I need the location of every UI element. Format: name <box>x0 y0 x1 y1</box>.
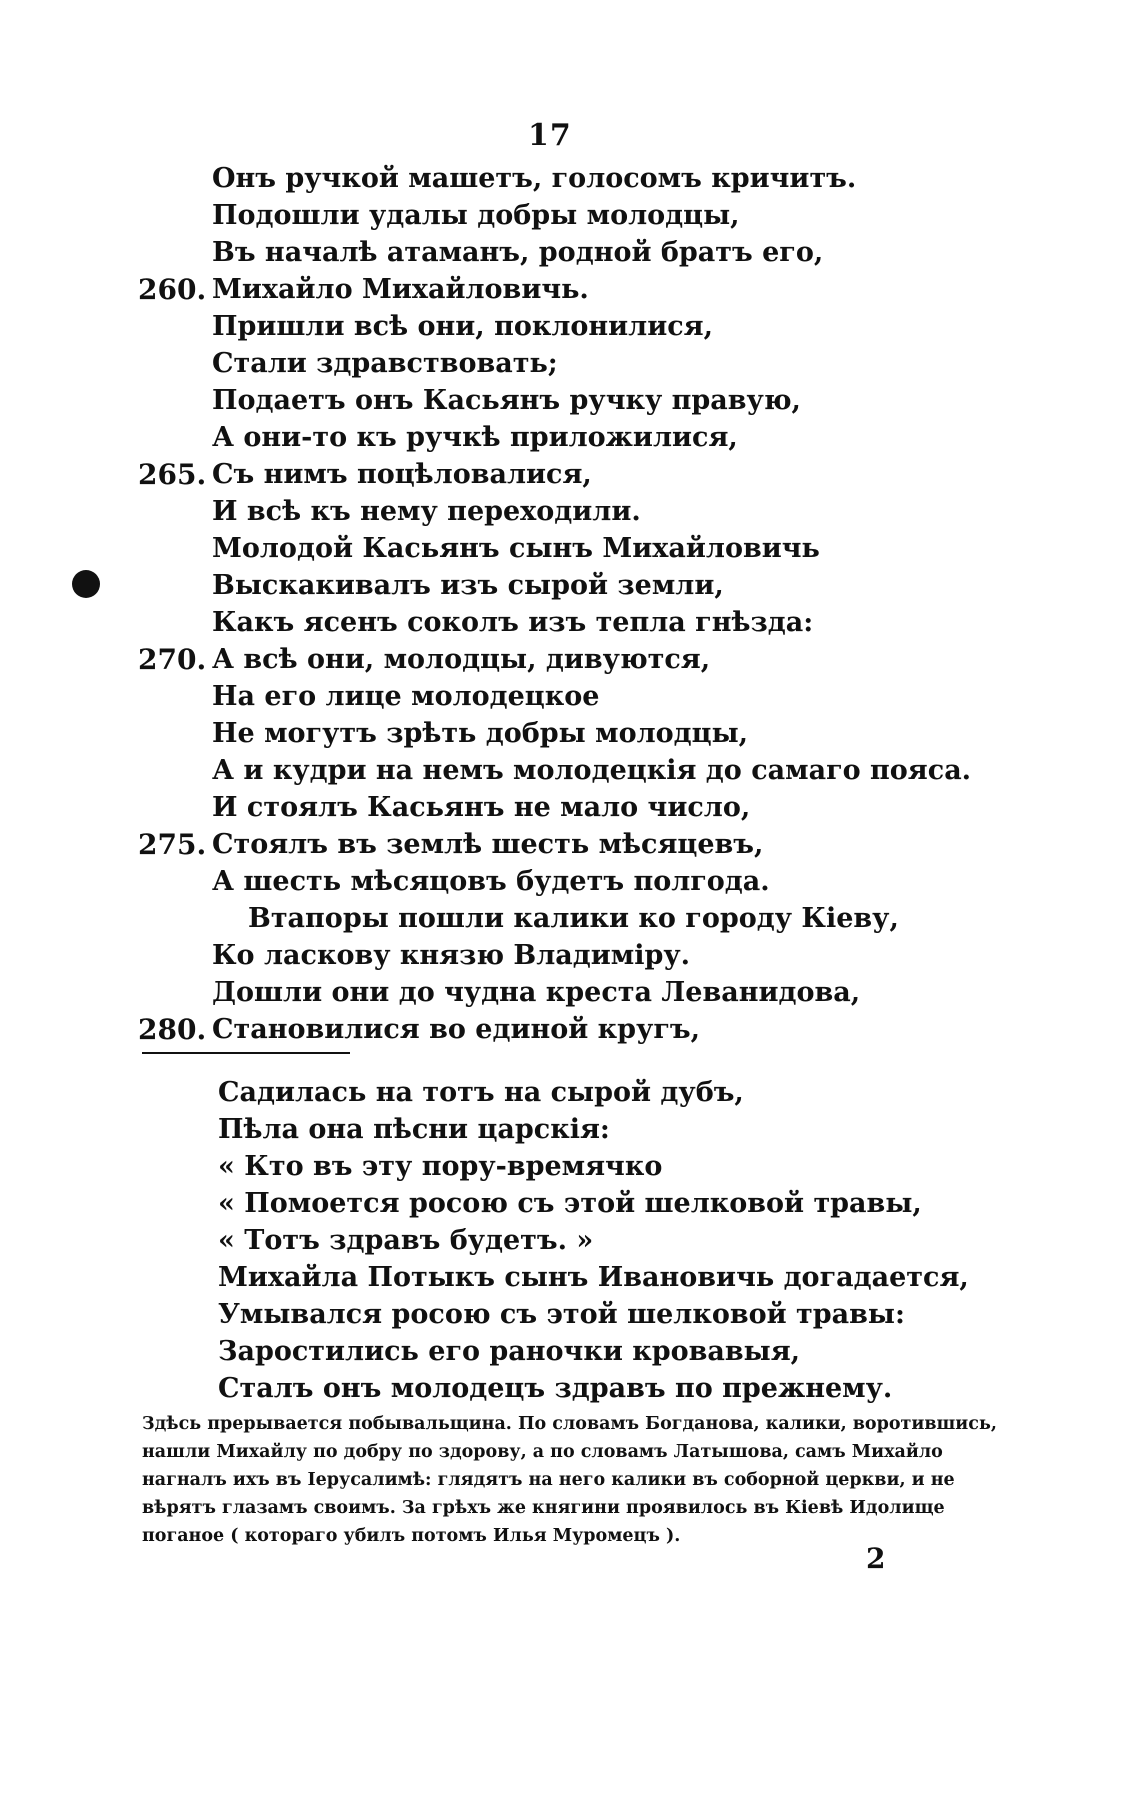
verse-text: Стоялъ въ землѣ шесть мѣсяцевъ, <box>212 829 764 860</box>
verse-text: Втапоры пошли калики ко городу Кіеву, <box>248 903 899 934</box>
verse-line <box>0 974 1140 1011</box>
verse-line <box>0 900 1140 937</box>
verse-line <box>0 382 1140 419</box>
verse-line <box>0 752 1140 789</box>
footnote-line: Здѣсь прерывается побывальщина. По словамъ Богданова, калики, воротившись, <box>142 1414 997 1434</box>
verse-block <box>0 160 1140 1048</box>
page-number: 17 <box>528 118 572 153</box>
verse-line <box>0 604 1140 641</box>
verse-text: Пришли всѣ они, поклонилися, <box>212 311 714 342</box>
footnote <box>142 1410 997 1550</box>
excerpt-line <box>0 1111 1140 1148</box>
verse-line <box>0 493 1140 530</box>
footnote-line: вѣрятъ глазамъ своимъ. За грѣхъ же княгини проявилось въ Кіевѣ Идолище <box>142 1498 945 1518</box>
divider-line <box>142 1052 350 1054</box>
excerpt-line <box>0 1222 1140 1259</box>
excerpt-line <box>0 1296 1140 1333</box>
line-number: 270. <box>138 643 207 676</box>
excerpt-text: Пѣла она пѣсни царскія: <box>218 1114 610 1145</box>
verse-line <box>0 271 1140 308</box>
verse-text: Не могутъ зрѣть добры молодцы, <box>212 718 749 749</box>
footnote-line: нагналъ ихъ въ Іерусалимѣ: глядятъ на него калики въ соборной церкви, и не <box>142 1470 955 1490</box>
verse-line <box>0 567 1140 604</box>
verse-line <box>0 419 1140 456</box>
verse-text: Стали здравствовать; <box>212 348 558 379</box>
verse-line <box>0 789 1140 826</box>
excerpt-text: « Помоется росою съ этой шелковой травы, <box>218 1188 922 1219</box>
verse-text: А всѣ они, молодцы, дивуются, <box>212 644 711 675</box>
verse-text: А шесть мѣсяцовъ будетъ полгода. <box>212 866 770 897</box>
verse-line <box>0 345 1140 382</box>
excerpt-text: Михайла Потыкъ сынъ Ивановичь догадается, <box>218 1262 969 1293</box>
verse-line <box>0 678 1140 715</box>
verse-text: Становилися во единой кругъ, <box>212 1014 701 1045</box>
verse-line <box>0 863 1140 900</box>
excerpt-line <box>0 1370 1140 1407</box>
verse-line <box>0 160 1140 197</box>
verse-text: Въ началѣ атаманъ, родной братъ его, <box>212 237 824 268</box>
verse-text: Молодой Касьянъ сынъ Михайловичь <box>212 533 820 564</box>
verse-text: И всѣ къ нему переходили. <box>212 496 641 527</box>
verse-text: Ко ласкову князю Владиміру. <box>212 940 691 971</box>
excerpt-block <box>0 1074 1140 1407</box>
verse-text: На его лице молодецкое <box>212 681 600 712</box>
sheet-signature-mark: 2 <box>866 1542 886 1575</box>
verse-line <box>0 308 1140 345</box>
excerpt-text: Заростились его раночки кровавыя, <box>218 1336 801 1367</box>
verse-text: Выскакивалъ изъ сырой земли, <box>212 570 724 601</box>
verse-text: И стоялъ Касьянъ не мало число, <box>212 792 751 823</box>
footnote-line: нашли Михайлу по добру по здорову, а по словамъ Латышова, самъ Михайло <box>142 1442 943 1462</box>
verse-line <box>0 715 1140 752</box>
verse-text: Дошли они до чудна креста Леванидова, <box>212 977 861 1008</box>
excerpt-line <box>0 1185 1140 1222</box>
verse-line <box>0 937 1140 974</box>
excerpt-text: « Тотъ здравъ будетъ. » <box>218 1225 594 1256</box>
verse-text: Подаетъ онъ Касьянъ ручку правую, <box>212 385 801 416</box>
line-number: 260. <box>138 273 207 306</box>
excerpt-text: Садилась на тотъ на сырой дубъ, <box>218 1077 744 1108</box>
verse-line <box>0 197 1140 234</box>
verse-text: Михайло Михайловичь. <box>212 274 589 305</box>
line-number: 265. <box>138 458 207 491</box>
verse-line <box>0 530 1140 567</box>
verse-line <box>0 641 1140 678</box>
footnote-line: поганое ( котораго убилъ потомъ Илья Муромецъ ). <box>142 1526 681 1546</box>
verse-line <box>0 826 1140 863</box>
excerpt-line <box>0 1259 1140 1296</box>
excerpt-text: « Кто въ эту пору-времячко <box>218 1151 663 1182</box>
line-number: 280. <box>138 1013 207 1046</box>
verse-text: Подошли удалы добры молодцы, <box>212 200 740 231</box>
line-number: 275. <box>138 828 207 861</box>
verse-text: Онъ ручкой машетъ, голосомъ кричитъ. <box>212 163 857 194</box>
verse-text: А они-то къ ручкѣ приложилися, <box>212 422 738 453</box>
verse-text: Съ нимъ поцѣловалися, <box>212 459 592 490</box>
verse-line <box>0 234 1140 271</box>
excerpt-text: Сталъ онъ молодецъ здравъ по прежнему. <box>218 1373 893 1404</box>
excerpt-text: Умывался росою съ этой шелковой травы: <box>218 1299 905 1330</box>
verse-line <box>0 456 1140 493</box>
excerpt-line <box>0 1074 1140 1111</box>
verse-text: А и кудри на немъ молодецкія до самаго пояса. <box>212 755 972 786</box>
excerpt-line <box>0 1148 1140 1185</box>
excerpt-line <box>0 1333 1140 1370</box>
verse-text: Какъ ясенъ соколъ изъ тепла гнѣзда: <box>212 607 814 638</box>
verse-line <box>0 1011 1140 1048</box>
